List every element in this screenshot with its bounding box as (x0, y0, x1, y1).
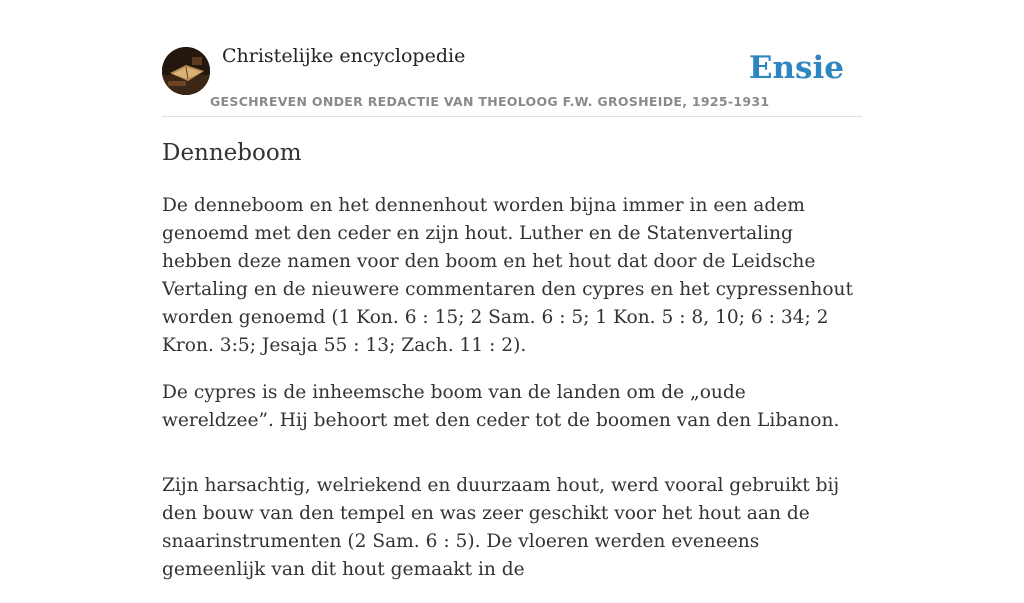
paragraph: Zijn harsachtig, welriekend en duurzaam hout, werd vooral gebruikt bij den bouw van den tempel en was zeer geschikt voor het hout aan de snaarinstrumenten (2 Sam. 6 : 5). De vloeren werden eveneens gemeenlijk van dit hout gemaakt in de (162, 475, 840, 580)
site-title[interactable]: Christelijke encyclopedie (222, 45, 466, 67)
site-subtitle: GESCHREVEN ONDER REDACTIE VAN THEOLOOG F.W. GROSHEIDE, 1925-1931 (210, 94, 770, 109)
avatar[interactable] (162, 47, 210, 95)
paragraph-spacer (162, 454, 862, 472)
paragraph: De denneboom en het dennenhout worden bijna immer in een adem genoemd met den ceder en zijn hout. Luther en de Statenvertaling hebben deze namen voor den boom en het hout dat door de Leidsche Vertaling en de nieuwere commentaren den cypres en het cypressenhout worden genoemd (1 Kon. 6 : 15; 2 Sam. 6 : 5; 1 Kon. 5 : 8, 10; 6 : 34; 2 Kron. 3:5; Jesaja 55 : 13; Zach. 11 : 2). (162, 195, 853, 356)
book-photo-icon (162, 47, 210, 95)
article-title: Denneboom (162, 140, 302, 166)
article-body (162, 192, 862, 603)
paragraph: De cypres is de inheemsche boom van de landen om de „oude wereldzee”. Hij behoort met den ceder tot de boomen van den Libanon. (162, 382, 840, 431)
brand-logo[interactable]: Ensie (748, 50, 844, 86)
site-header (162, 0, 862, 117)
page-container (162, 0, 862, 580)
